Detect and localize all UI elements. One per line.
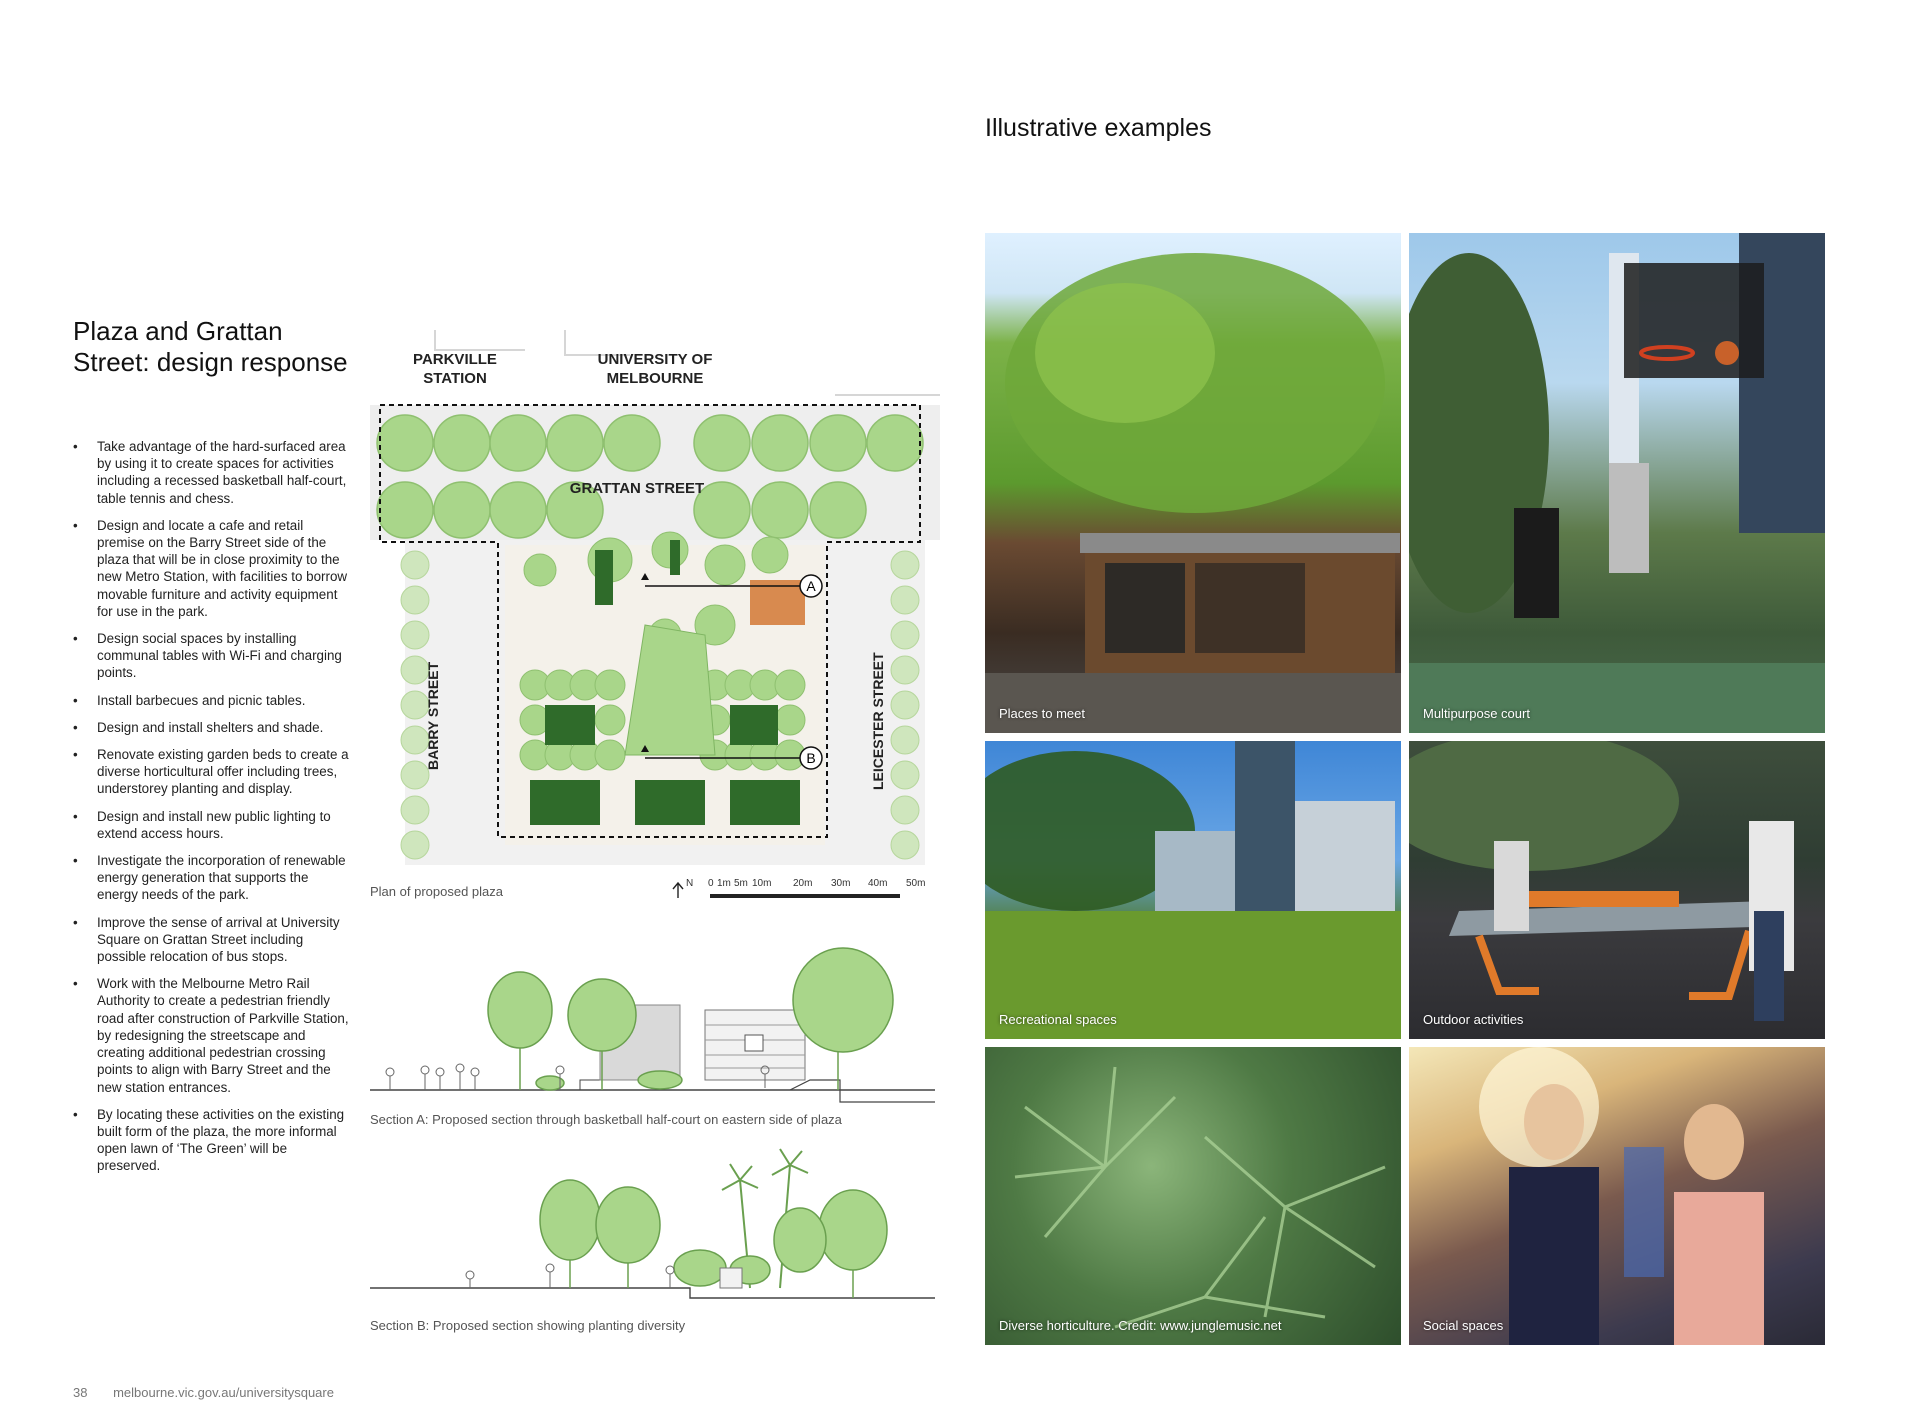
list-item: • Design and install new public lighting to extend access hours. — [73, 808, 353, 842]
list-item: • By locating these activities on the existing built form of the plaza, the more informal open lawn of ‘The Green’ will be preserved. — [73, 1106, 353, 1175]
north-label: N — [686, 878, 694, 889]
footer — [73, 1385, 356, 1400]
photo-places-to-meet — [985, 233, 1401, 733]
photo-label: Social spaces — [1423, 1318, 1504, 1333]
list-item: • Take advantage of the hard-surfaced area by using it to create spaces for activities including a recessed basketball half-court, table tennis and chess. — [73, 438, 353, 507]
page-title: Plaza and Grattan Street: design response — [73, 316, 348, 377]
scale-label: 50m — [906, 878, 926, 889]
leicester-street-label: LEICESTER STREET — [870, 652, 886, 790]
list-item: • Design and install shelters and shade. — [73, 719, 353, 736]
list-item: • Improve the sense of arrival at University Square on Grattan Street including possible relocation of bus stops. — [73, 914, 353, 966]
list-item: • Design and locate a cafe and retail premise on the Barry Street side of the plaza that will be in close proximity to the new Metro Station, with facilities to borrow movable furniture and activity equipment for use in the park. — [73, 517, 353, 620]
photo-social-spaces — [1409, 1047, 1825, 1345]
photo-scene — [1409, 233, 1825, 733]
photo-multipurpose-court — [1409, 233, 1825, 733]
plaza-plan — [370, 325, 940, 890]
plan-caption: Plan of proposed plaza — [370, 884, 503, 899]
section-b-caption: Section B: Proposed section showing planting diversity — [370, 1318, 686, 1333]
scale-bar — [668, 874, 938, 904]
scale-label: 20m — [793, 878, 813, 889]
photo-scene — [985, 233, 1401, 733]
photo-scene — [985, 741, 1401, 1039]
illustrative-examples-title: Illustrative examples — [985, 114, 1212, 142]
university-label: UNIVERSITY OF MELBOURNE — [597, 351, 713, 387]
parkville-station-label: PARKVILLE STATION — [413, 351, 497, 387]
design-response-list — [73, 438, 353, 1185]
photo-label: Recreational spaces — [999, 1012, 1117, 1027]
barry-street-label: BARRY STREET — [425, 661, 441, 770]
footer-url[interactable]: melbourne.vic.gov.au/universitysquare — [113, 1385, 334, 1400]
grattan-street-label: GRATTAN STREET — [569, 480, 705, 497]
scale-label: 30m — [831, 878, 851, 889]
photo-recreational-spaces — [985, 741, 1401, 1039]
photo-label: Multipurpose court — [1423, 706, 1530, 721]
scale-label: 1m — [717, 878, 731, 889]
section-a-caption: Section A: Proposed section through basketball half-court on eastern side of plaza — [370, 1112, 842, 1127]
list-item: • Work with the Melbourne Metro Rail Authority to create a pedestrian friendly road after construction of Parkville Station, by redesigning the streetscape and creating additional pedestrian crossing points to align with Barry Street and the new station entrances. — [73, 975, 353, 1095]
photo-scene — [985, 1047, 1401, 1345]
section-b-drawing — [370, 1140, 940, 1310]
scale-label: 40m — [868, 878, 888, 889]
photo-outdoor-activities — [1409, 741, 1825, 1039]
list-item: • Design social spaces by installing communal tables with Wi-Fi and charging points. — [73, 630, 353, 682]
marker-a: A — [806, 578, 816, 594]
list-item: • Investigate the incorporation of renewable energy generation that supports the energy needs of the park. — [73, 852, 353, 904]
photo-label: Places to meet — [999, 706, 1085, 721]
photo-label: Outdoor activities — [1423, 1012, 1524, 1027]
list-item: • Renovate existing garden beds to create a diverse horticultural offer including trees, understorey planting and display. — [73, 746, 353, 798]
photo-label: Diverse horticulture. Credit: www.junglemusic.net — [999, 1318, 1282, 1333]
page-number: 38 — [73, 1385, 88, 1400]
scale-label: 10m — [752, 878, 772, 889]
section-a-drawing — [370, 940, 940, 1105]
photo-diverse-horticulture — [985, 1047, 1401, 1345]
photo-scene — [1409, 1047, 1825, 1345]
scale-label: 0 — [708, 878, 714, 889]
list-item: • Install barbecues and picnic tables. — [73, 692, 353, 709]
marker-b: B — [806, 750, 816, 766]
photo-scene — [1409, 741, 1825, 1039]
scale-label: 5m — [734, 878, 748, 889]
